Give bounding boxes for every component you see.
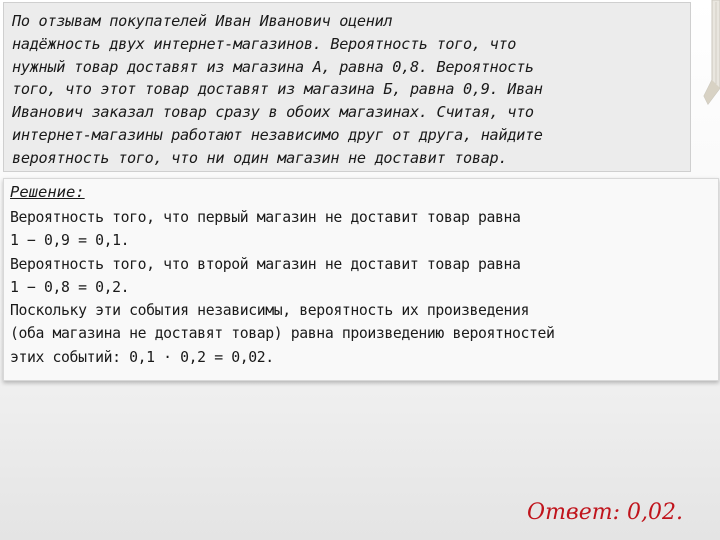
problem-box (3, 2, 691, 172)
problem-line: вероятность того, что ни один магазин не доставит товар. (12, 148, 508, 167)
solution-line: (оба магазина не доставят товар) равна произведению вероятностей (10, 325, 555, 343)
answer-text: Ответ: 0,02. (527, 500, 683, 525)
solution-line: 1 − 0,8 = 0,2. (10, 278, 130, 296)
problem-line: По отзывам покупателей Иван Иванович оценил (12, 12, 393, 30)
problem-line: нужный товар доставят из магазина А, равна 0,8. Вероятность (12, 57, 534, 76)
pencil-icon (686, 0, 720, 110)
solution-line: этих событий: 0,1 · 0,2 = 0,02. (10, 348, 274, 366)
solution-heading: Решение: (10, 183, 85, 201)
solution-box (3, 178, 719, 381)
solution-line: Вероятность того, что первый магазин не доставит товар равна (10, 209, 521, 226)
solution-line: Поскольку эти события независимы, вероятность их произведения (10, 302, 530, 320)
problem-text (12, 10, 687, 170)
problem-line: надёжность двух интернет-магазинов. Вероятность того, что (12, 34, 517, 53)
problem-line: Иванович заказал товар сразу в обоих магазинах. Считая, что (12, 103, 534, 122)
solution-line: Вероятность того, что второй магазин не доставит товар равна (10, 255, 521, 273)
solution-text (10, 206, 716, 369)
problem-line: интернет-магазины работают независимо друг от друга, найдите (12, 125, 543, 144)
solution-line: 1 − 0,9 = 0,1. (10, 232, 130, 250)
problem-line: того, что этот товар доставят из магазина Б, равна 0,9. Иван (12, 80, 543, 99)
